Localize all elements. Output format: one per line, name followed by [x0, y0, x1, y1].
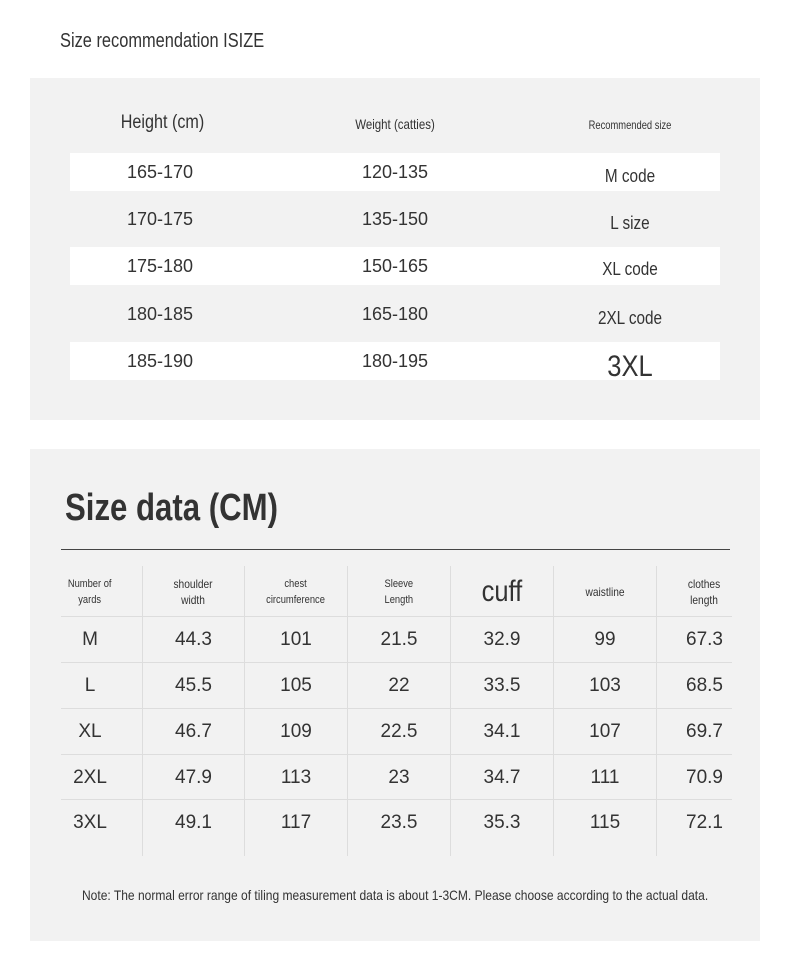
- clothes-length-cell: 72.1: [686, 812, 723, 833]
- size-data-table: [61, 566, 732, 856]
- sleeve-length-cell: 21.5: [380, 629, 418, 650]
- clothes-length-cell: 69.7: [686, 721, 723, 742]
- height-cell: 165-170: [126, 162, 194, 182]
- size-cell: XL code: [602, 259, 658, 279]
- recommendation-row: [70, 295, 720, 333]
- weight-cell: 180-195: [361, 351, 429, 371]
- size-cell: M code: [604, 166, 656, 186]
- cuff-cell: 34.1: [483, 721, 521, 742]
- cuff-cell: 32.9: [483, 629, 521, 650]
- height-cell: 175-180: [126, 256, 194, 276]
- header-waistline: waistline: [585, 585, 625, 599]
- waistline-cell: 111: [590, 767, 620, 788]
- sleeve-length-cell: 23: [388, 767, 410, 788]
- chest-cell: 105: [280, 675, 312, 696]
- shoulder-width-cell: 47.9: [175, 767, 212, 788]
- shoulder-width-cell: 49.1: [175, 812, 212, 833]
- sleeve-length-cell: 22.5: [380, 721, 418, 742]
- size-cell: 2XL code: [597, 308, 663, 328]
- size-data-title: Size data (CM): [65, 487, 278, 529]
- header-clothes-length: clothes length: [688, 577, 721, 607]
- recommendation-row: [70, 342, 720, 383]
- cuff-cell: 35.3: [483, 812, 521, 833]
- chest-cell: 113: [280, 767, 312, 788]
- size-cell: L size: [610, 213, 650, 233]
- clothes-length-cell: 70.9: [686, 767, 723, 788]
- size-cell: XL: [78, 721, 102, 742]
- cuff-cell: 34.7: [483, 767, 521, 788]
- recommendation-row: [70, 200, 720, 238]
- header-shoulder-width: shoulder width: [173, 577, 214, 607]
- weight-cell: 165-180: [361, 304, 429, 324]
- shoulder-width-cell: 46.7: [175, 721, 212, 742]
- weight-cell: 120-135: [361, 162, 429, 182]
- sleeve-length-cell: 23.5: [380, 812, 418, 833]
- height-cell: 170-175: [126, 209, 194, 229]
- weight-cell: 150-165: [361, 256, 429, 276]
- chest-cell: 109: [280, 721, 312, 742]
- waistline-cell: 115: [589, 812, 621, 833]
- size-recommendation-panel: [30, 78, 760, 420]
- size-cell: 3XL: [73, 812, 107, 833]
- size-cell: 3XL: [607, 350, 653, 383]
- waistline-cell: 103: [589, 675, 621, 696]
- height-cell: 180-185: [126, 304, 194, 324]
- sleeve-length-cell: 22: [388, 675, 410, 696]
- recommendation-title: Size recommendation ISIZE: [60, 30, 265, 52]
- header-cuff: cuff: [481, 575, 523, 608]
- header-number-of-yards: Number of yards: [68, 578, 112, 606]
- height-cell: 185-190: [126, 351, 194, 371]
- header-weight: Weight (catties): [355, 116, 435, 132]
- shoulder-width-cell: 44.3: [175, 629, 212, 650]
- size-cell: L: [84, 675, 96, 696]
- waistline-cell: 99: [594, 629, 616, 650]
- recommendation-row: [70, 153, 720, 191]
- recommendation-row: [70, 247, 720, 285]
- measurement-note: Note: The normal error range of tiling measurement data is about 1-3CM. Please choose according to the actual data.: [81, 887, 709, 903]
- title-divider: [61, 549, 730, 550]
- clothes-length-cell: 67.3: [686, 629, 723, 650]
- header-sleeve-length: Sleeve Length: [384, 578, 414, 606]
- weight-cell: 135-150: [361, 209, 429, 229]
- header-recommended-size: Recommended size: [588, 118, 672, 132]
- size-cell: 2XL: [73, 767, 107, 788]
- shoulder-width-cell: 45.5: [175, 675, 212, 696]
- clothes-length-cell: 68.5: [686, 675, 723, 696]
- chest-cell: 101: [280, 629, 312, 650]
- header-chest-circumference: chest circumference: [266, 578, 326, 606]
- cuff-cell: 33.5: [483, 675, 521, 696]
- waistline-cell: 107: [589, 721, 621, 742]
- chest-cell: 117: [280, 812, 312, 833]
- header-height: Height (cm): [120, 112, 205, 133]
- size-cell: M: [82, 629, 98, 650]
- size-data-panel: [30, 449, 760, 941]
